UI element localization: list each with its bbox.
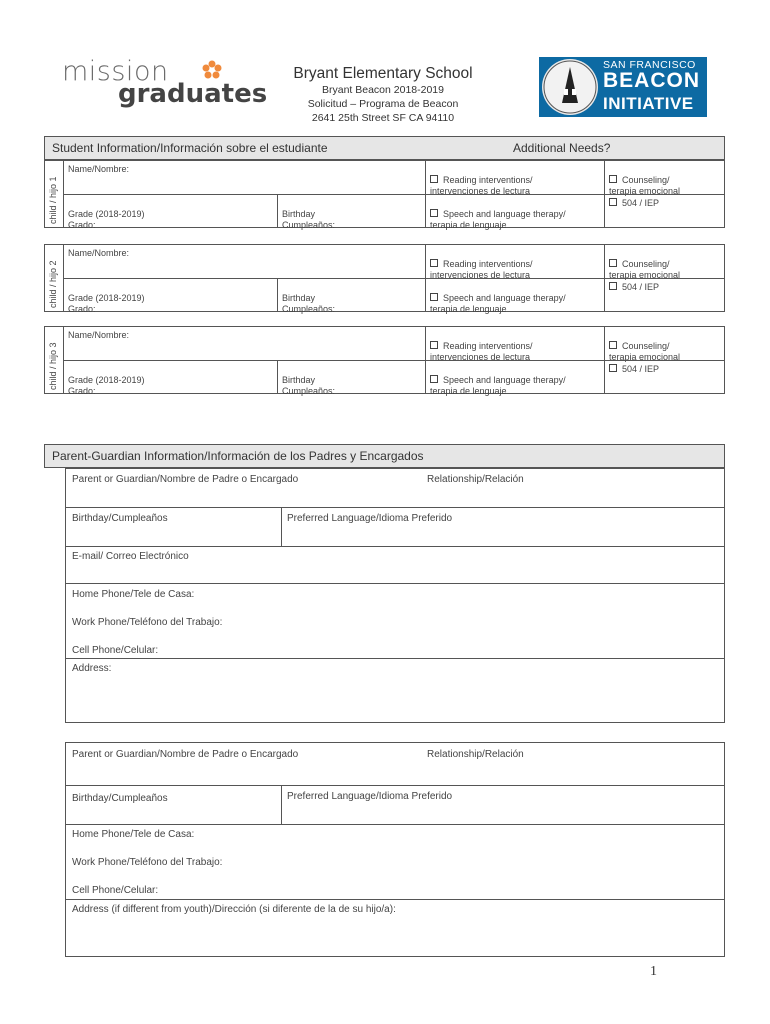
p2-address-label: Address (if different from youth)/Dirección (si diferente de la de su hijo/a): [72, 904, 396, 915]
beacon-seal-icon [542, 59, 598, 115]
p1-name-label: Parent or Guardian/Nombre de Padre o Encargado [72, 474, 299, 485]
counseling-checkbox[interactable] [604, 160, 725, 195]
reading-interventions-checkbox[interactable] [425, 244, 605, 279]
checkbox-icon [609, 282, 617, 290]
p1-birthday-field[interactable] [65, 507, 282, 547]
checkbox-icon [430, 209, 438, 217]
parent-section-header [44, 444, 725, 468]
speech-therapy-checkbox[interactable] [425, 360, 605, 394]
p1-relationship-label: Relationship/Relación [427, 474, 524, 485]
checkbox-icon [430, 259, 438, 267]
reading-interventions-label: Reading interventions/ intervenciones de lectura [430, 175, 533, 196]
school-address: 2641 25th Street SF CA 94110 [311, 112, 455, 124]
p1-home-phone-label: Home Phone/Tele de Casa: [72, 589, 195, 600]
application-title: Solicitud – Programa de Beacon [307, 98, 459, 110]
p1-email-field[interactable] [65, 546, 725, 584]
checkbox-icon [430, 341, 438, 349]
counseling-label: Counseling/ terapia emocional [609, 341, 681, 362]
p1-work-phone-label: Work Phone/Teléfono del Trabajo: [72, 617, 223, 628]
checkbox-icon [609, 364, 617, 372]
iep-label: 504 / IEP [622, 364, 660, 374]
child-name-field[interactable] [63, 244, 426, 279]
child-side-cell [44, 326, 64, 394]
child-side-label: child / hijo 1 [48, 176, 58, 224]
logo-text-mission: mission [62, 56, 169, 87]
child-grade-label: Grade (2018-2019) Grado: [68, 209, 145, 230]
p1-phones-field[interactable] [65, 583, 725, 659]
flower-icon [202, 60, 222, 80]
reading-interventions-checkbox[interactable] [425, 160, 605, 195]
speech-therapy-checkbox[interactable] [425, 194, 605, 228]
child-grade-field[interactable] [63, 278, 278, 312]
p2-birthday-label: Birthday/Cumpleaños [72, 793, 168, 804]
p1-language-label: Preferred Language/Idioma Preferido [287, 513, 453, 524]
p2-home-phone-label: Home Phone/Tele de Casa: [72, 829, 195, 840]
p2-birthday-field[interactable] [65, 785, 282, 825]
child-side-cell [44, 244, 64, 312]
p1-address-label: Address: [72, 663, 112, 674]
child-side-cell [44, 160, 64, 228]
speech-therapy-label: Speech and language therapy/ terapia de lenguaje [430, 209, 566, 230]
child-grade-field[interactable] [63, 360, 278, 394]
iep-label: 504 / IEP [622, 198, 660, 208]
p2-name-label: Parent or Guardian/Nombre de Padre o Encargado [72, 749, 299, 760]
checkbox-icon [609, 341, 617, 349]
checkbox-icon [609, 259, 617, 267]
child-name-field[interactable] [63, 160, 426, 195]
child-side-label: child / hijo 3 [48, 342, 58, 390]
iep-checkbox[interactable] [604, 360, 725, 394]
p2-relationship-label: Relationship/Relación [427, 749, 524, 760]
child-birthday-label: Birthday Cumpleaños: [282, 375, 336, 396]
child-name-label: Name/Nombre: [68, 330, 130, 340]
child-birthday-field[interactable] [277, 194, 426, 228]
p2-work-phone-label: Work Phone/Teléfono del Trabajo: [72, 857, 223, 868]
checkbox-icon [609, 175, 617, 183]
child-birthday-label: Birthday Cumpleaños: [282, 293, 336, 314]
program-year: Bryant Beacon 2018-2019 [321, 84, 444, 96]
reading-interventions-label: Reading interventions/ intervenciones de lectura [430, 341, 533, 362]
p1-email-label: E-mail/ Correo Electrónico [72, 551, 189, 562]
child-name-label: Name/Nombre: [68, 248, 130, 258]
reading-interventions-label: Reading interventions/ intervenciones de lectura [430, 259, 533, 280]
child-birthday-field[interactable] [277, 360, 426, 394]
child-birthday-label: Birthday Cumpleaños: [282, 209, 336, 230]
child-side-label: child / hijo 2 [48, 260, 58, 308]
beacon-text: BEACON [603, 69, 701, 92]
speech-therapy-label: Speech and language therapy/ terapia de lenguaje [430, 293, 566, 314]
additional-needs-title: Additional Needs? [513, 141, 611, 155]
speech-therapy-label: Speech and language therapy/ terapia de lenguaje [430, 375, 566, 396]
p2-cell-phone-label: Cell Phone/Celular: [72, 885, 159, 896]
school-name: Bryant Elementary School [293, 65, 473, 82]
p2-language-label: Preferred Language/Idioma Preferido [287, 791, 453, 802]
p2-phones-field[interactable] [65, 824, 725, 900]
p1-birthday-label: Birthday/Cumpleaños [72, 513, 168, 524]
child-grade-field[interactable] [63, 194, 278, 228]
student-section-title: Student Information/Información sobre el estudiante [52, 141, 328, 155]
p2-name-row[interactable] [65, 742, 725, 786]
speech-therapy-checkbox[interactable] [425, 278, 605, 312]
header-title-block [268, 64, 498, 125]
parent-section-title: Parent-Guardian Information/Información de los Padres y Encargados [52, 449, 424, 463]
counseling-label: Counseling/ terapia emocional [609, 259, 681, 280]
checkbox-icon [430, 175, 438, 183]
logo-text-graduates: graduates [118, 79, 268, 109]
iep-checkbox[interactable] [604, 194, 725, 228]
counseling-checkbox[interactable] [604, 326, 725, 361]
counseling-label: Counseling/ terapia emocional [609, 175, 681, 196]
p1-language-field[interactable] [281, 507, 725, 547]
iep-label: 504 / IEP [622, 282, 660, 292]
page-number: 1 [650, 964, 657, 979]
iep-checkbox[interactable] [604, 278, 725, 312]
p2-address-field[interactable] [65, 899, 725, 957]
p2-language-field[interactable] [281, 785, 725, 825]
counseling-checkbox[interactable] [604, 244, 725, 279]
p1-cell-phone-label: Cell Phone/Celular: [72, 645, 159, 656]
child-birthday-field[interactable] [277, 278, 426, 312]
reading-interventions-checkbox[interactable] [425, 326, 605, 361]
p1-address-field[interactable] [65, 658, 725, 723]
p1-name-row[interactable] [65, 468, 725, 508]
student-section-header [44, 136, 725, 160]
checkbox-icon [609, 198, 617, 206]
initiative-text: INITIATIVE [603, 94, 694, 113]
mission-graduates-logo [62, 56, 268, 109]
child-name-label: Name/Nombre: [68, 164, 130, 174]
checkbox-icon [430, 293, 438, 301]
child-grade-label: Grade (2018-2019) Grado: [68, 293, 145, 314]
checkbox-icon [430, 375, 438, 383]
beacon-sf-text: SAN FRANCISCO [603, 59, 696, 71]
child-name-field[interactable] [63, 326, 426, 361]
child-grade-label: Grade (2018-2019) Grado: [68, 375, 145, 396]
beacon-initiative-logo [539, 57, 707, 117]
